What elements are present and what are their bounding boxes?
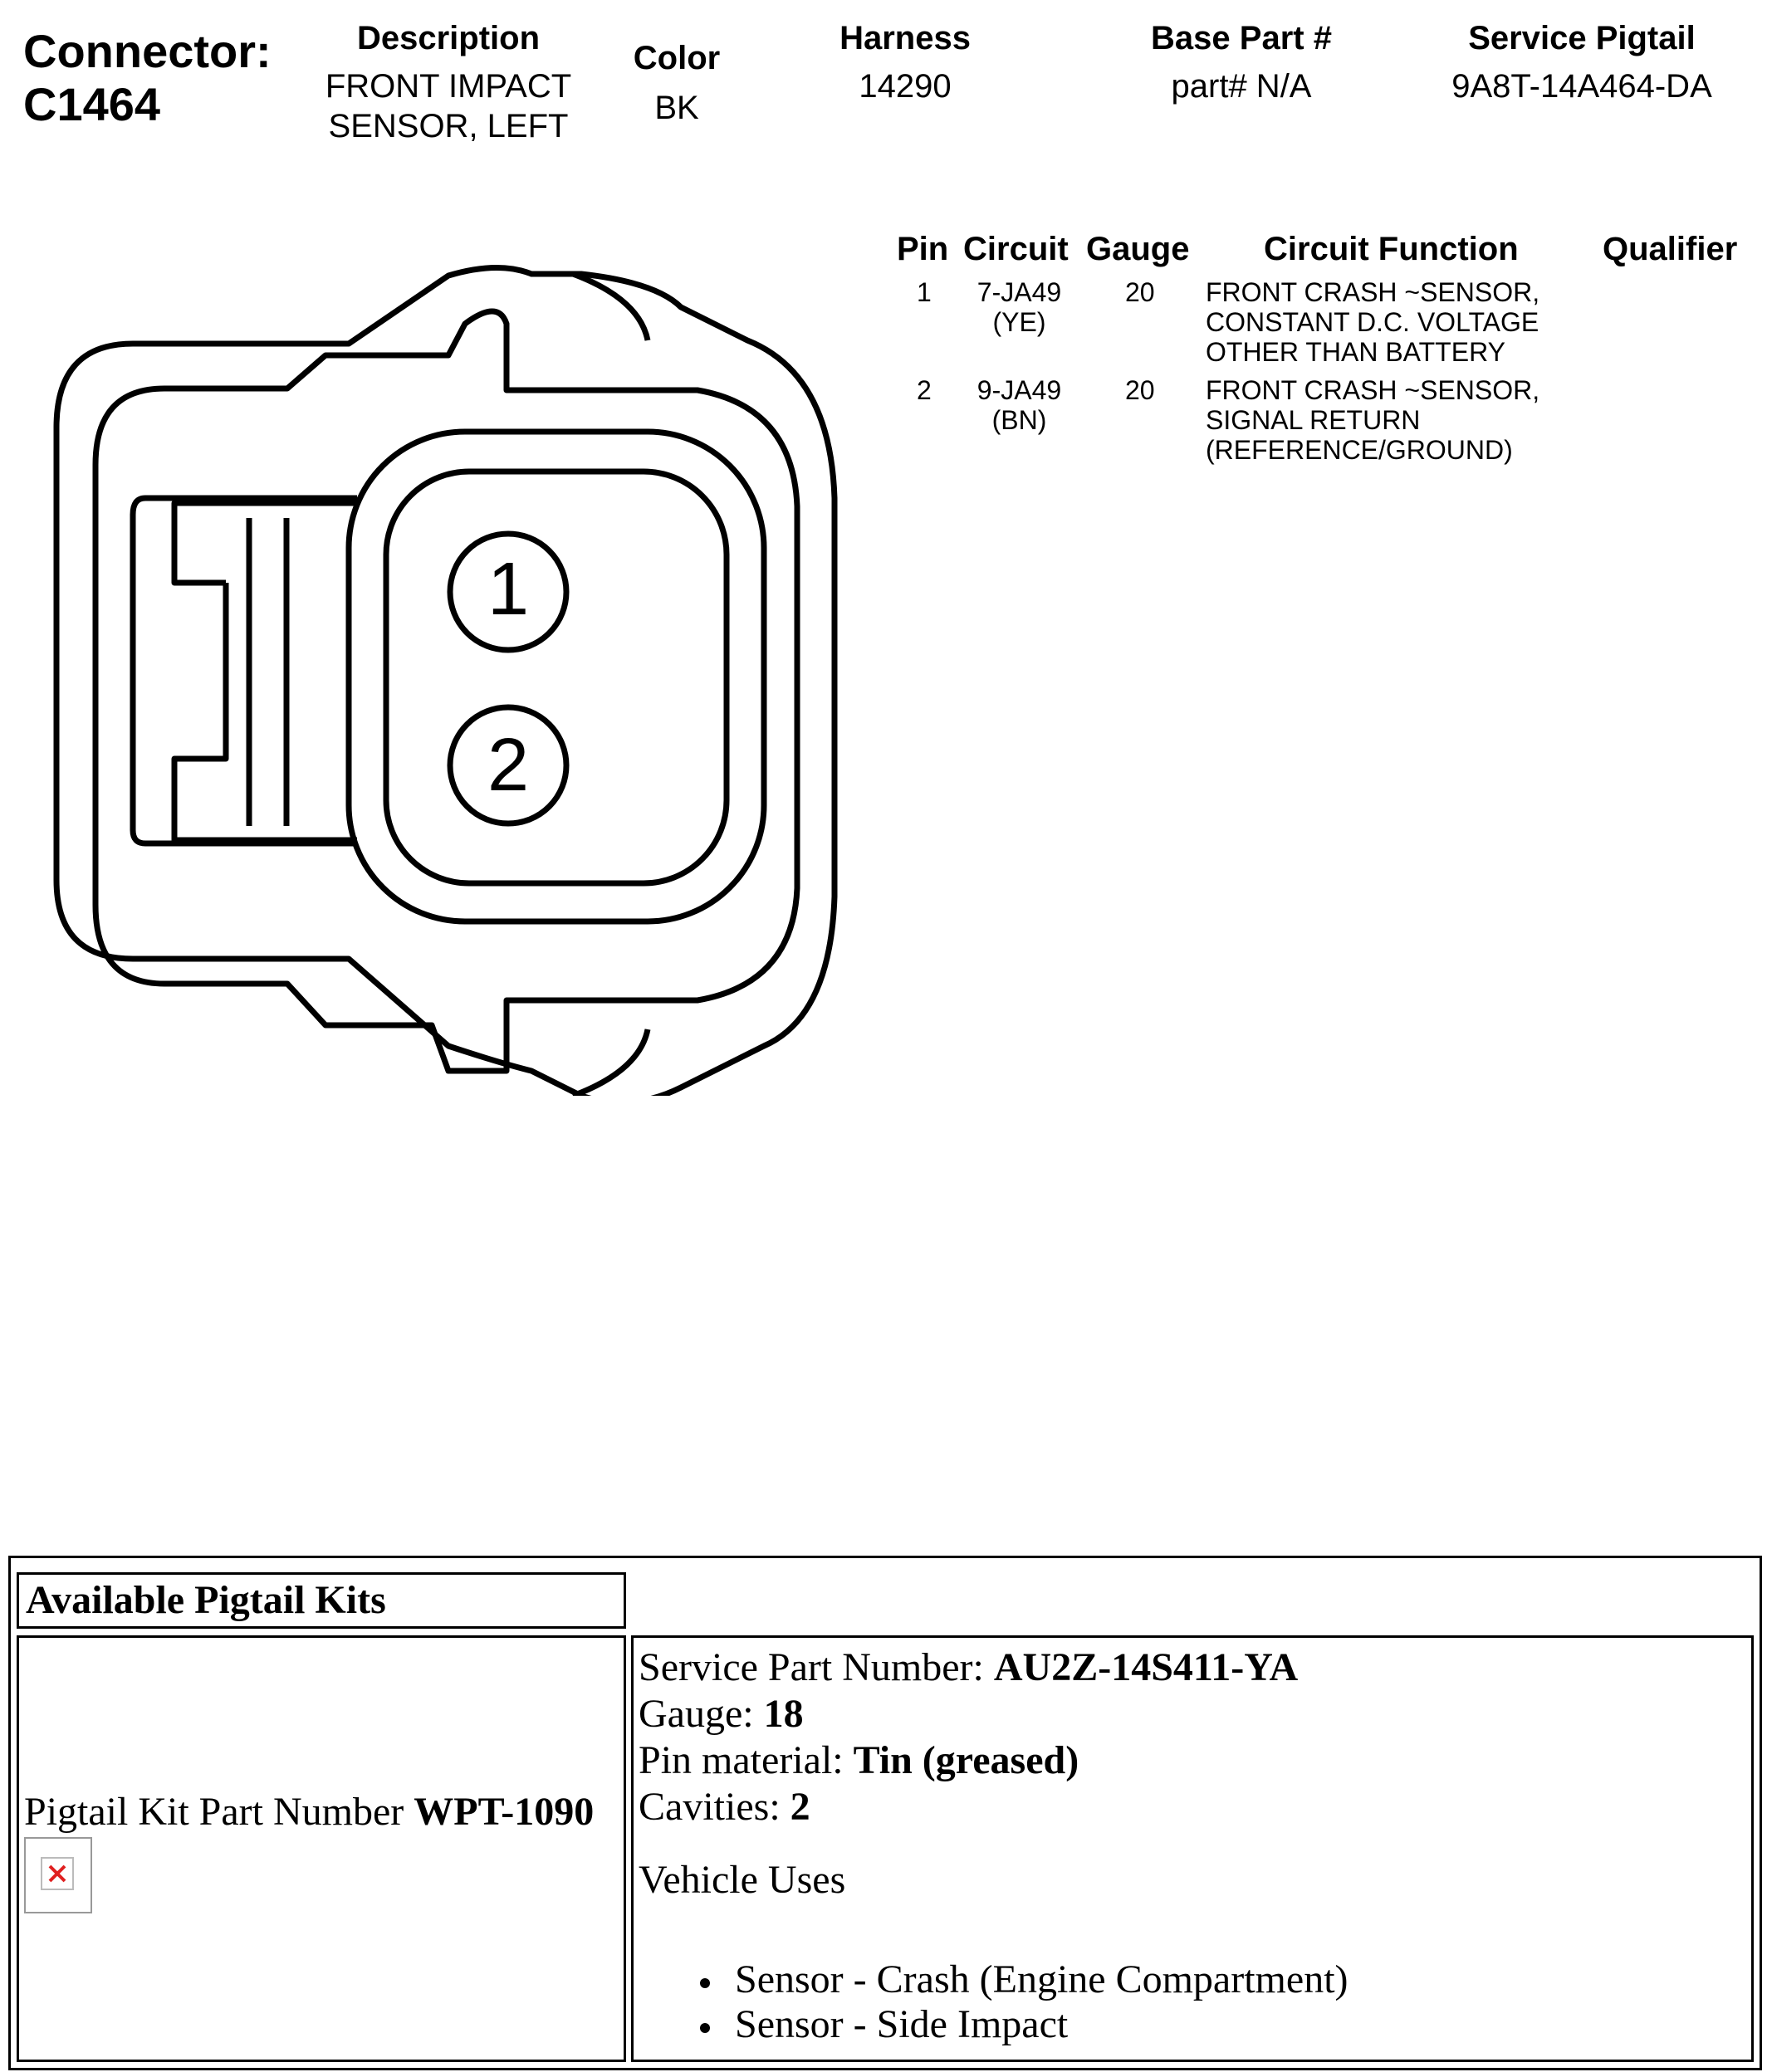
bullet-icon (700, 2023, 710, 2033)
row-pin: 1 (917, 277, 932, 307)
pin-material-value: Tin (greased) (853, 1738, 1079, 1782)
vehicle-use-text: Sensor - Side Impact (735, 2002, 1069, 2046)
pin-2-label: 2 (487, 724, 530, 807)
pigtail-kits-heading: Available Pigtail Kits (17, 1572, 626, 1629)
color-label: Color (633, 40, 721, 76)
cavities-line (639, 1784, 810, 1830)
pigtail-details-cell (631, 1635, 1754, 2062)
list-item (700, 1957, 1348, 2003)
row-function-line: FRONT CRASH ~SENSOR, (1206, 277, 1540, 307)
qualifier-header: Qualifier (1603, 231, 1738, 267)
bullet-icon (700, 1978, 710, 1988)
vehicle-uses-label: Vehicle Uses (639, 1858, 846, 1902)
housing-side-rim (573, 274, 648, 1096)
gauge-label: Gauge: (639, 1692, 764, 1736)
base-part-value: part# N/A (1171, 68, 1312, 105)
description-line1: FRONT IMPACT (325, 68, 572, 105)
color-column (610, 38, 743, 128)
row-function-line: FRONT CRASH ~SENSOR, (1206, 375, 1540, 405)
harness-value: 14290 (859, 68, 952, 105)
row-pin: 2 (917, 375, 932, 405)
description-label: Description (356, 20, 541, 56)
harness-label: Harness (839, 20, 971, 56)
pigtail-kit-cell (17, 1635, 626, 2062)
cavity-inner (386, 472, 727, 883)
row-circuit: 9-JA49 (976, 375, 1062, 405)
description-line2: SENSOR, LEFT (328, 108, 569, 144)
pigtail-kit-line (24, 1789, 594, 1835)
circuit-function-header: Circuit Function (1264, 231, 1519, 267)
latch-inner (174, 503, 357, 840)
description-column (299, 18, 598, 146)
connector-face-diagram (0, 249, 864, 1096)
broken-image-icon (24, 1837, 92, 1913)
service-pigtail-value: 9A8T-14A464-DA (1451, 68, 1712, 105)
service-part-label: Service Part Number: (639, 1645, 994, 1689)
pin-header: Pin (897, 231, 949, 267)
latch-outer (133, 498, 357, 843)
gauge-line (639, 1691, 804, 1737)
service-pigtail-column (1412, 18, 1752, 106)
harness-column (789, 18, 1021, 106)
circuit-header: Circuit (963, 231, 1069, 267)
pin-material-line (639, 1737, 1079, 1784)
list-item (700, 2001, 1068, 2048)
connector-id: C1464 (23, 78, 161, 130)
latch-bars (249, 518, 286, 826)
base-part-column (1104, 18, 1378, 106)
row-circuit: 7-JA49 (976, 277, 1062, 307)
row-function-line: SIGNAL RETURN (1206, 405, 1421, 435)
row-circuit-color: (YE) (992, 307, 1046, 337)
service-part-value: AU2Z-14S411-YA (993, 1645, 1299, 1689)
base-part-label: Base Part # (1151, 20, 1332, 56)
gauge-header: Gauge (1086, 231, 1190, 267)
pin-1-label: 1 (487, 548, 530, 631)
row-function-line: OTHER THAN BATTERY (1206, 337, 1505, 367)
row-gauge: 20 (1125, 277, 1155, 307)
row-function-line: CONSTANT D.C. VOLTAGE (1206, 307, 1539, 337)
gauge-value: 18 (763, 1692, 804, 1736)
connector-label: Connector: (23, 25, 272, 77)
pin-material-label: Pin material: (639, 1738, 854, 1782)
pigtail-kit-number: WPT-1090 (414, 1790, 595, 1834)
service-pigtail-label: Service Pigtail (1468, 20, 1696, 56)
row-gauge: 20 (1125, 375, 1155, 405)
cavities-value: 2 (790, 1785, 810, 1829)
pigtail-kit-label: Pigtail Kit Part Number (24, 1790, 414, 1834)
row-circuit-color: (BN) (991, 405, 1047, 435)
cavities-label: Cavities: (639, 1785, 790, 1829)
color-value: BK (654, 90, 699, 126)
cavity-outer (349, 432, 764, 921)
vehicle-use-text: Sensor - Crash (Engine Compartment) (735, 1957, 1348, 2001)
row-function-line: (REFERENCE/GROUND) (1206, 435, 1513, 465)
service-part-line (639, 1644, 1298, 1691)
